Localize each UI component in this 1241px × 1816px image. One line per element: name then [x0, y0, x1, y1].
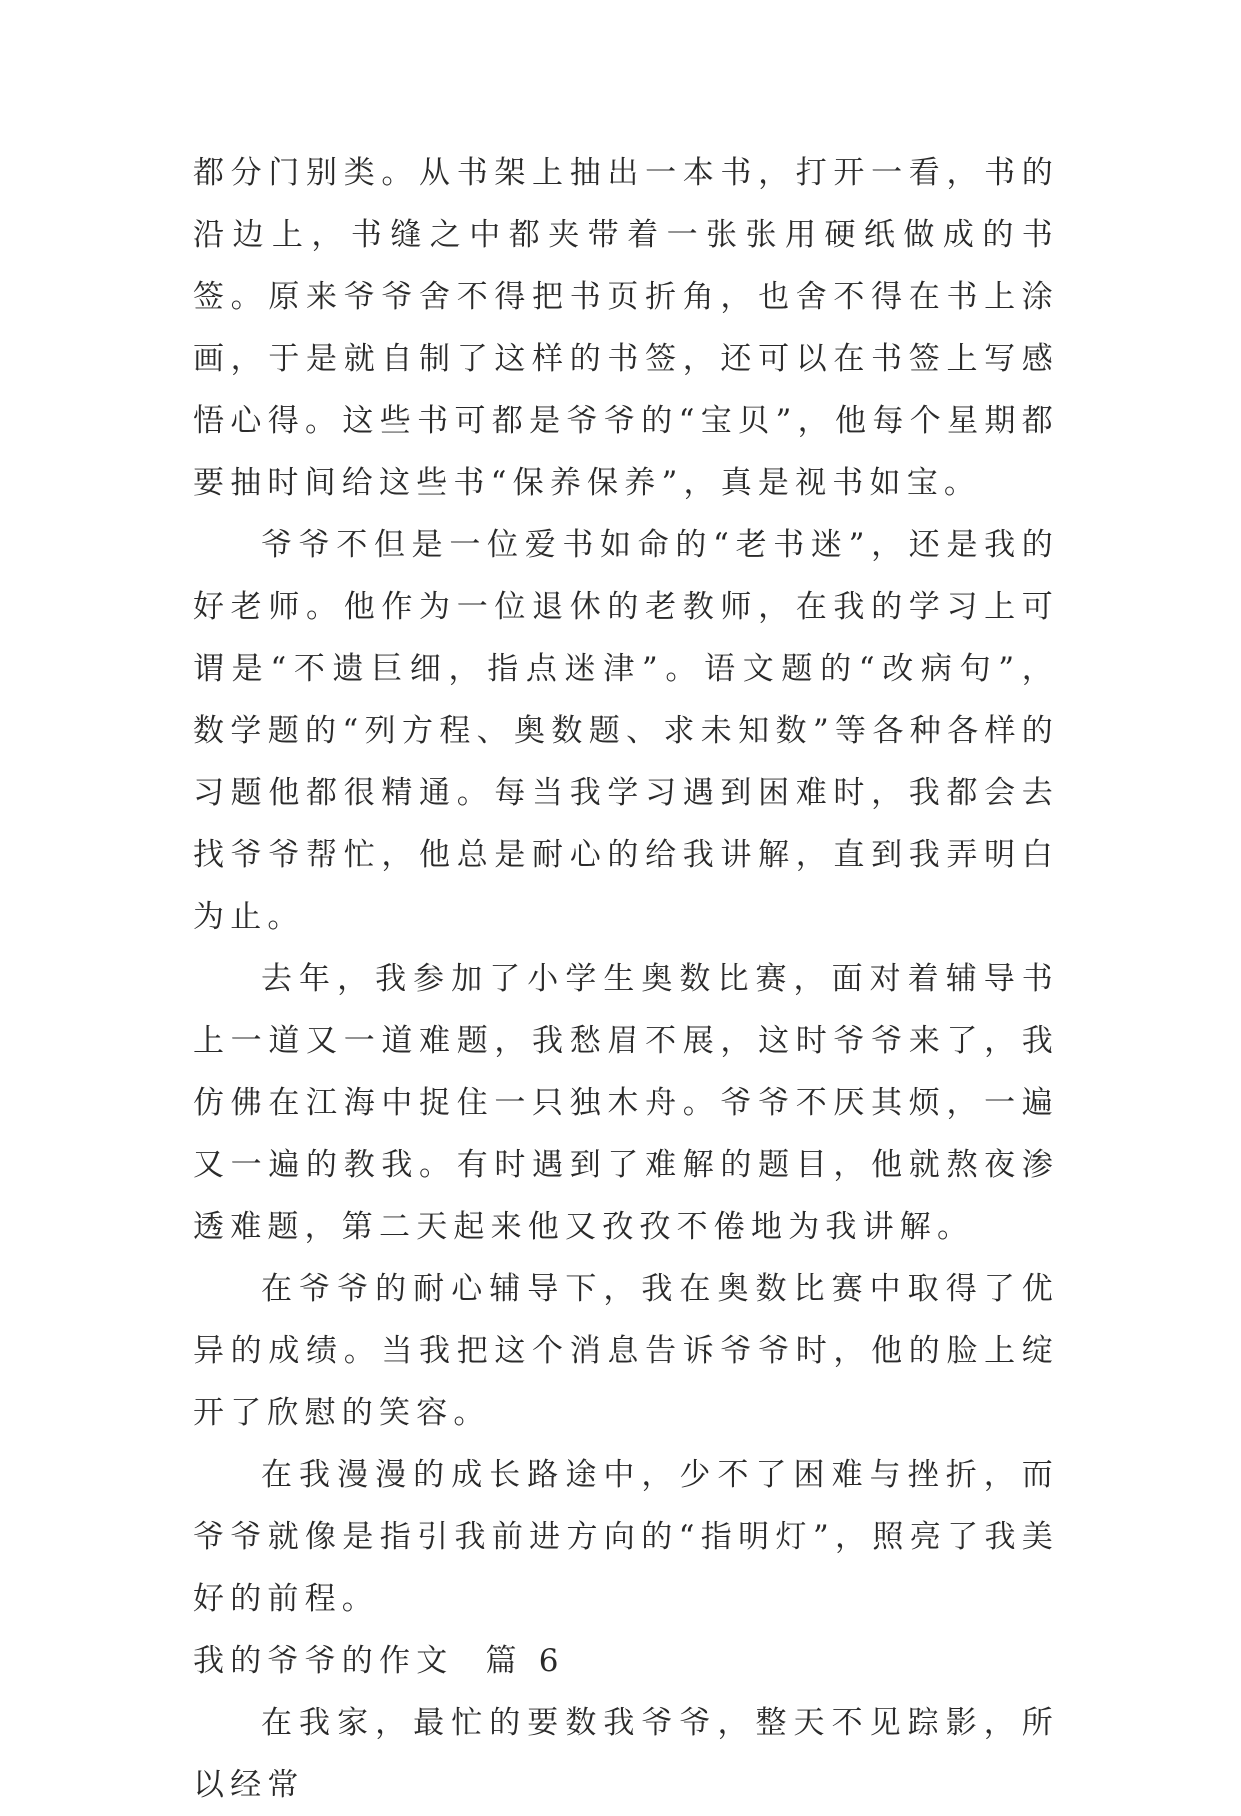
paragraph-conclusion: 在我漫漫的成长路途中，少不了困难与挫折，而爷爷就像是指引我前进方向的“指明灯”，照亮了我美好的前程。 — [193, 1457, 1059, 1617]
paragraph-teacher: 爷爷不但是一位爱书如命的“老书迷”，还是我的好老师。他作为一位退休的老教师，在我的学习上可谓是“不遗巨细，指点迷津”。语文题的“改病句”，数学题的“列方程、奥数题、求未知数”等各种各样的习题他都很精通。每当我学习遇到困难时，我都会去找爷爷帮忙，他总是耐心的给我讲解，直到我弄明白为止。 — [193, 527, 1059, 935]
paragraph-new-essay-start: 在我家，最忙的要数我爷爷，整天不见踪影，所以经常 — [193, 1705, 1059, 1803]
paragraph-continuation: 都分门别类。从书架上抽出一本书，打开一看，书的沿边上，书缝之中都夹带着一张张用硬纸做成的书签。原来爷爷舍不得把书页折角，也舍不得在书上涂画，于是就自制了这样的书签，还可以在书签上写感悟心得。这些书可都是爷爷的“宝贝”，他每个星期都要抽时间给这些书“保养保养”，真是视书如宝。 — [193, 155, 1059, 501]
document-body — [193, 142, 1059, 1816]
essay-heading: 我的爷爷的作文 篇 6 — [193, 1643, 565, 1679]
paragraph-result: 在爷爷的耐心辅导下，我在奥数比赛中取得了优异的成绩。当我把这个消息告诉爷爷时，他的脸上绽开了欣慰的笑容。 — [193, 1271, 1059, 1431]
paragraph-competition: 去年，我参加了小学生奥数比赛，面对着辅导书上一道又一道难题，我愁眉不展，这时爷爷来了，我仿佛在江海中捉住一只独木舟。爷爷不厌其烦，一遍又一遍的教我。有时遇到了难解的题目，他就熬夜渗透难题，第二天起来他又孜孜不倦地为我讲解。 — [193, 961, 1059, 1245]
